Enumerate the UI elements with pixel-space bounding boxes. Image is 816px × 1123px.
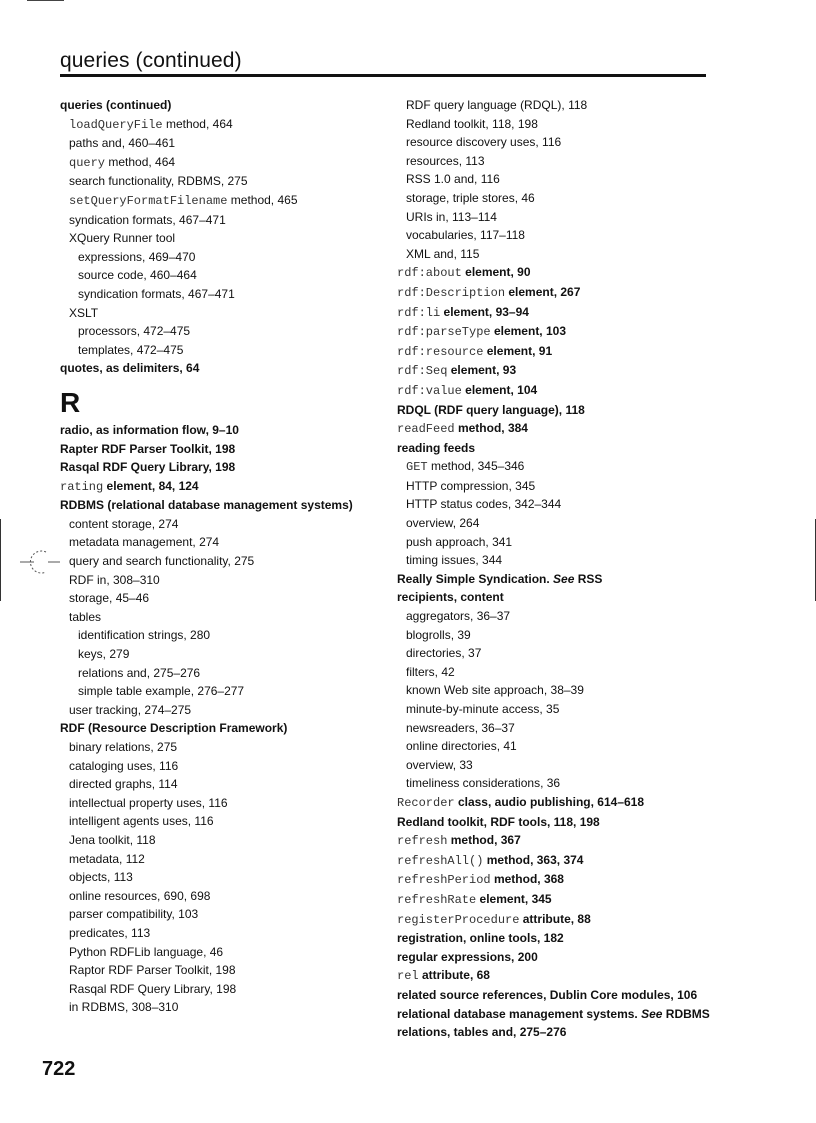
index-entry <box>60 440 400 459</box>
index-subentry <box>60 905 400 924</box>
index-subentry <box>397 245 737 264</box>
entry-text: newsreaders, 36–37 <box>406 720 515 735</box>
code-term: rdf:Seq <box>397 364 448 379</box>
code-term: registerProcedure <box>397 912 520 927</box>
index-entry <box>397 910 737 930</box>
code-term: rdf:Description <box>397 285 506 300</box>
index-subentry <box>60 172 400 191</box>
entry-text: regular expressions, 200 <box>397 949 538 964</box>
entry-text: known Web site approach, 38–39 <box>406 683 584 698</box>
entry-text: See <box>641 1006 663 1021</box>
entry-text: method, 363, 374 <box>483 852 584 867</box>
index-subentry <box>60 571 400 590</box>
index-entry <box>397 263 737 283</box>
index-subentry <box>60 341 400 360</box>
entry-text: tables <box>69 609 102 624</box>
entry-text: HTTP compression, 345 <box>406 478 536 493</box>
entry-text: Redland toolkit, 118, 198 <box>406 116 538 131</box>
entry-text: predicates, 113 <box>69 925 151 940</box>
entry-text: query and search functionality, 275 <box>69 554 255 569</box>
index-subentry <box>60 552 400 571</box>
entry-text: metadata management, 274 <box>69 535 220 550</box>
index-subentry <box>60 515 400 534</box>
index-entry <box>397 813 737 832</box>
entry-text: element, 103 <box>490 324 566 339</box>
index-subentry <box>397 737 737 756</box>
registration-mark-icon <box>20 548 60 576</box>
index-entry <box>397 570 737 589</box>
index-entry <box>397 1023 737 1042</box>
entry-text: Raptor RDF Parser Toolkit, 198 <box>69 963 236 978</box>
index-entry <box>397 948 737 967</box>
entry-text: resource discovery uses, 116 <box>406 135 562 150</box>
entry-text: Rasqal RDF Query Library, 198 <box>60 460 236 475</box>
index-entry <box>397 851 737 871</box>
index-subentry <box>397 495 737 514</box>
page-number: 722 <box>42 1058 76 1080</box>
index-subentry <box>60 961 400 980</box>
entry-text: overview, 33 <box>406 757 473 772</box>
code-term: Recorder <box>397 795 455 810</box>
code-term: query <box>69 155 106 170</box>
index-entry <box>397 283 737 303</box>
entry-text: recipients, content <box>397 590 504 605</box>
index-subentry <box>60 211 400 230</box>
index-subentry <box>397 226 737 245</box>
index-subentry <box>60 626 400 645</box>
entry-text: search functionality, RDBMS, 275 <box>69 174 248 189</box>
code-term: rel <box>397 969 419 984</box>
entry-text: attribute, 88 <box>519 911 591 926</box>
entry-text: method, 367 <box>447 833 521 848</box>
index-subentry <box>397 170 737 189</box>
index-subentry <box>397 477 737 496</box>
entry-text: relational database management systems. <box>397 1006 642 1021</box>
index-subentry <box>397 457 737 477</box>
index-subentry <box>60 229 400 248</box>
index-subentry <box>397 774 737 793</box>
entry-text: reading feeds <box>397 440 476 455</box>
running-head: queries (continued) <box>60 49 242 72</box>
code-term: rdf:resource <box>397 344 484 359</box>
index-subentry <box>60 850 400 869</box>
entry-text: element, 84, 124 <box>103 478 199 493</box>
entry-text: Really Simple Syndication. <box>397 571 554 586</box>
index-entry <box>397 831 737 851</box>
entry-text: aggregators, 36–37 <box>406 609 511 624</box>
entry-text: method, 345–346 <box>427 459 525 474</box>
entry-text: method, 464 <box>162 116 233 131</box>
index-subentry <box>60 664 400 683</box>
entry-text: class, audio publishing, 614–618 <box>454 794 645 809</box>
code-term: rdf:parseType <box>397 325 491 340</box>
entry-text: overview, 264 <box>406 516 480 531</box>
index-subentry <box>397 189 737 208</box>
index-entry <box>397 1005 737 1024</box>
index-entry <box>60 719 400 738</box>
entry-text: objects, 113 <box>69 870 133 885</box>
index-column-left <box>60 96 400 1017</box>
entry-text: syndication formats, 467–471 <box>69 212 226 227</box>
code-term: setQueryFormatFilename <box>69 193 228 208</box>
code-term: rdf:value <box>397 383 462 398</box>
index-subentry <box>60 775 400 794</box>
code-term: rdf:about <box>397 266 462 281</box>
index-subentry <box>397 152 737 171</box>
entry-text: element, 267 <box>505 284 581 299</box>
index-subentry <box>60 998 400 1017</box>
entry-text: intellectual property uses, 116 <box>69 795 228 810</box>
index-entry <box>397 870 737 890</box>
index-subentry <box>60 266 400 285</box>
index-entry <box>60 96 400 115</box>
index-column-right <box>397 96 737 1042</box>
index-entry <box>397 439 737 458</box>
index-subentry <box>397 115 737 134</box>
entry-text: See <box>553 571 575 586</box>
entry-text: minute-by-minute access, 35 <box>406 702 560 716</box>
index-subentry <box>60 701 400 720</box>
header-rule <box>60 74 706 77</box>
entry-text: radio, as information flow, 9–10 <box>60 422 239 437</box>
index-entry <box>397 361 737 381</box>
entry-text: Rapter RDF Parser Toolkit, 198 <box>60 441 236 456</box>
entry-text: user tracking, 274–275 <box>69 702 192 717</box>
entry-text: storage, 45–46 <box>69 591 150 606</box>
index-subentry <box>60 248 400 267</box>
entry-text: timing issues, 344 <box>406 553 503 568</box>
code-term: refresh <box>397 834 448 849</box>
entry-text: element, 345 <box>476 891 552 906</box>
index-subentry <box>60 645 400 664</box>
index-subentry <box>397 551 737 570</box>
code-term: rating <box>60 479 104 494</box>
entry-text: element, 93 <box>447 363 517 378</box>
entry-text: RSS <box>574 571 603 586</box>
entry-text: element, 104 <box>461 382 538 397</box>
index-entry <box>60 496 400 515</box>
index-entry <box>60 477 400 497</box>
index-subentry <box>397 719 737 738</box>
entry-text: RSS 1.0 and, 116 <box>406 172 500 187</box>
entry-text: method, 368 <box>490 872 564 887</box>
index-subentry <box>397 644 737 663</box>
index-entry <box>397 986 737 1005</box>
entry-text: registration, online tools, 182 <box>397 931 564 946</box>
index-subentry <box>60 738 400 757</box>
entry-text: identification strings, 280 <box>78 628 211 643</box>
entry-text: RDF in, 308–310 <box>69 572 160 587</box>
entry-text: templates, 472–475 <box>78 342 184 357</box>
entry-text: intelligent agents uses, 116 <box>69 814 214 829</box>
code-term: refreshPeriod <box>397 873 491 888</box>
index-subentry <box>60 608 400 627</box>
index-subentry <box>60 191 400 211</box>
entry-text: processors, 472–475 <box>78 324 191 339</box>
index-entry <box>397 303 737 323</box>
index-subentry <box>60 304 400 323</box>
entry-text: queries (continued) <box>60 98 172 112</box>
index-subentry <box>397 663 737 682</box>
entry-text: cataloging uses, 116 <box>69 758 179 773</box>
index-entry <box>397 793 737 813</box>
index-entry <box>397 342 737 362</box>
entry-text: method, 465 <box>227 192 298 207</box>
entry-text: keys, 279 <box>78 647 130 662</box>
code-term: refreshRate <box>397 892 477 907</box>
entry-text: RDF query language (RDQL), 118 <box>406 98 588 112</box>
code-term: GET <box>406 460 428 475</box>
entry-text: parser compatibility, 103 <box>69 907 199 922</box>
code-term: rdf:li <box>397 305 441 320</box>
entry-text: attribute, 68 <box>418 968 490 983</box>
index-subentry <box>397 533 737 552</box>
index-subentry <box>397 208 737 227</box>
entry-text: push approach, 341 <box>406 534 513 549</box>
entry-text: content storage, 274 <box>69 516 179 531</box>
entry-text: related source references, Dublin Core modules, 106 <box>397 987 698 1002</box>
entry-text: RDBMS <box>662 1006 710 1021</box>
index-subentry <box>60 980 400 999</box>
index-subentry <box>397 700 737 719</box>
index-subentry <box>60 868 400 887</box>
code-term: readFeed <box>397 422 455 437</box>
index-subentry <box>397 607 737 626</box>
entry-text: XQuery Runner tool <box>69 231 176 246</box>
index-subentry <box>60 887 400 906</box>
entry-text: expressions, 469–470 <box>78 249 196 264</box>
index-subentry <box>60 589 400 608</box>
entry-text: element, 93–94 <box>440 304 529 319</box>
index-entry <box>397 588 737 607</box>
index-subentry <box>397 626 737 645</box>
index-subentry <box>60 285 400 304</box>
index-entry <box>60 359 400 378</box>
entry-text: relations, tables and, 275–276 <box>397 1025 567 1040</box>
entry-text: HTTP status codes, 342–344 <box>406 497 562 512</box>
entry-text: URIs in, 113–114 <box>406 209 497 224</box>
index-subentry <box>60 533 400 552</box>
entry-text: RDF (Resource Description Framework) <box>60 721 288 736</box>
index-subentry <box>397 681 737 700</box>
entry-text: syndication formats, 467–471 <box>78 286 235 301</box>
index-entry <box>397 322 737 342</box>
entry-text: online resources, 690, 698 <box>69 888 211 903</box>
entry-text: metadata, 112 <box>69 851 145 866</box>
index-subentry <box>60 322 400 341</box>
index-entry <box>397 381 737 401</box>
index-entry <box>397 890 737 910</box>
entry-text: source code, 460–464 <box>78 268 197 283</box>
entry-text: Rasqal RDF Query Library, 198 <box>69 981 237 996</box>
index-subentry <box>397 96 737 115</box>
index-entry <box>397 929 737 948</box>
index-subentry <box>60 812 400 831</box>
entry-text: method, 384 <box>454 421 528 436</box>
entry-text: paths and, 460–461 <box>69 136 176 151</box>
entry-text: element, 91 <box>483 343 553 358</box>
entry-text: Redland toolkit, RDF tools, 118, 198 <box>397 814 600 829</box>
index-subentry <box>60 682 400 701</box>
index-subentry <box>60 153 400 173</box>
entry-text: filters, 42 <box>406 664 455 679</box>
left-crop-mark <box>0 519 1 601</box>
index-subentry <box>397 133 737 152</box>
index-subentry <box>397 756 737 775</box>
entry-text: vocabularies, 117–118 <box>406 228 525 243</box>
index-subentry <box>60 943 400 962</box>
entry-text: XSLT <box>69 305 99 320</box>
entry-text: storage, triple stores, 46 <box>406 190 535 205</box>
entry-text: element, 90 <box>461 265 531 280</box>
entry-text: RDBMS (relational database management systems) <box>60 498 353 513</box>
entry-text: RDQL (RDF query language), 118 <box>397 402 585 417</box>
entry-text: simple table example, 276–277 <box>78 684 245 699</box>
entry-text: directed graphs, 114 <box>69 777 178 792</box>
entry-text: blogrolls, 39 <box>406 627 471 642</box>
entry-text: quotes, as delimiters, 64 <box>60 361 200 376</box>
entry-text: directories, 37 <box>406 646 482 661</box>
index-subentry <box>60 115 400 135</box>
index-subentry <box>60 757 400 776</box>
entry-text: resources, 113 <box>406 153 485 168</box>
index-entry <box>397 419 737 439</box>
index-subentry <box>60 794 400 813</box>
index-subentry <box>60 831 400 850</box>
index-entry <box>397 401 737 420</box>
entry-text: XML and, 115 <box>406 246 480 261</box>
entry-text: in RDBMS, 308–310 <box>69 1000 179 1015</box>
index-subentry <box>397 514 737 533</box>
entry-text: Python RDFLib language, 46 <box>69 944 224 959</box>
entry-text: relations and, 275–276 <box>78 665 201 680</box>
entry-text: timeliness considerations, 36 <box>406 776 561 791</box>
top-crop-line <box>27 0 64 1</box>
index-subentry <box>60 924 400 943</box>
index-entry <box>60 458 400 477</box>
entry-text: method, 464 <box>105 154 176 169</box>
index-entry <box>397 966 737 986</box>
entry-text: Jena toolkit, 118 <box>69 832 156 847</box>
entry-text: online directories, 41 <box>406 739 517 754</box>
entry-text: binary relations, 275 <box>69 740 178 754</box>
index-subentry <box>60 134 400 153</box>
index-entry <box>60 421 400 440</box>
code-term: loadQueryFile <box>69 117 163 132</box>
code-term: refreshAll() <box>397 853 484 868</box>
section-letter: R <box>60 386 81 418</box>
